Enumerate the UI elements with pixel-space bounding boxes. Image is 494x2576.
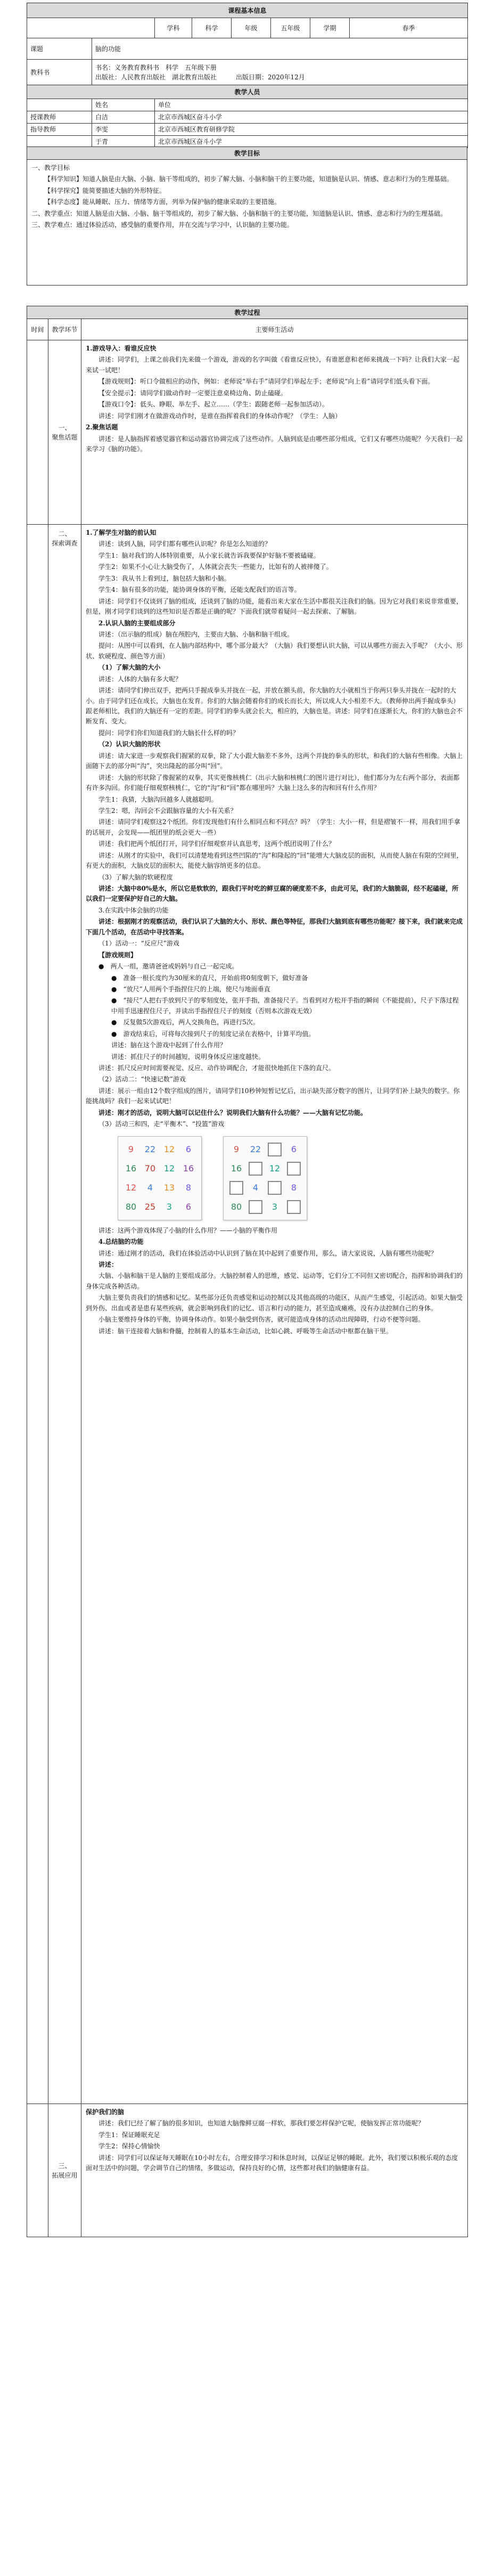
stage2-line: ● 两人一组，邀请爸爸或妈妈与自己一起完成。 (98, 963, 238, 971)
term-label: 学期 (310, 18, 350, 38)
staff-name: 于青 (92, 136, 155, 148)
stage2-line: 讲述：脑干连接着大脑和脊髓，控制着人的基本生命活动，比如心跳、呼吸等生命活动中枢都在脑干里。 (98, 1327, 393, 1335)
stage2-line: 小脑主要维持身体的平衡，协调身体动作。如果小脑受到伤害，就可能造成身体的活动出现障碍，行动不便等问题。 (98, 1316, 425, 1324)
stage2-line: 学生4：脑有很多的功能，能协调身体的平衡，还能支配我们的语言等。 (98, 586, 301, 594)
stage2-line: 学生1：我猜，大脑沟回越多人就越聪明。 (98, 795, 218, 803)
goals-line: 二、教学重点：知道人脑是由大脑、小脑、脑干等组成的，初步了解大脑、小脑和脑干的主要功能，知道脑是认识、情感、意志和行为的生理基础。 (31, 209, 447, 217)
staff-name: 李雯 (92, 124, 155, 136)
grade-value: 五年级 (271, 18, 310, 38)
stage2-line: 讲述：刚才的活动，说明大脑可以记住什么？说明我们大脑有什么功能？——大脑有记忆功能。 (98, 1108, 367, 1116)
stage2-line: （3）活动三和四，走“平衡木”、“投篮”游戏 (98, 1120, 225, 1128)
stage2-line: 1.了解学生对脑的前认知 (86, 529, 157, 536)
stage2-line: （1）了解大脑的大小 (98, 664, 161, 672)
staff-unit: 北京市西城区奋斗小学 (155, 136, 468, 148)
number-cell: 4 (147, 1182, 153, 1193)
stage1-line: 【游戏规则】：听口令做相应的动作，例如：老师说“举右手”请同学们举起左手；老师说“向上看”请同学们低头看下面。 (98, 378, 434, 386)
stage2-line: 讲述： (98, 1260, 118, 1268)
number-cell: 25 (144, 1201, 156, 1212)
staff-name: 白洁 (92, 111, 155, 124)
process-table (27, 306, 468, 2237)
number-cell: 6 (291, 1144, 297, 1154)
number-cell: 4 (252, 1182, 259, 1193)
number-cell: 12 (125, 1182, 137, 1193)
stage1-line: 【游戏口令】：低头、睁眼、举左手、起立……（学生：跟随老师一起参加活动）。 (98, 401, 329, 409)
subject-value: 科学 (192, 18, 232, 38)
number-cell: 12 (269, 1163, 281, 1173)
stage2-line: 讲述：大脑的形状除了像握紧的双拳，其实更像核桃仁（出示大脑和核桃仁的图片进行对比），他们都分为左右两个部分，表面都有许多沟回。你们能仔细观察核桃仁，它的“沟”和“回”都在哪里吗？大脑上这么多的沟和回有什么作用？ (86, 773, 460, 792)
goals-table (27, 146, 467, 286)
stage3-label: 三、 拓展应用 (48, 2104, 81, 2237)
stage2-line: 讲述：谈到人脑，同学们都有哪些认识呢？你是怎么知道的？ (98, 540, 271, 548)
stage2-line: ● 准备一根长度约为30厘米的直尺，开始前将0刻度朝下，做好准备 (111, 974, 308, 982)
memory-game-figure (118, 1136, 463, 1220)
term-value: 春季 (350, 18, 468, 38)
stage2-line: 讲述：（出示脑的组成）脑在颅腔内，主要由大脑、小脑和脑干组成。 (98, 630, 294, 638)
course-info-band: 课程基本信息 (27, 3, 468, 18)
goals-line: 一、教学目标 (31, 164, 70, 172)
stage2-line: 提问：同学们你们知道我们的大脑长什么样的吗？ (98, 729, 240, 737)
stage2-line: （1）活动一：“反应尺”游戏 (98, 940, 179, 948)
stage2-line: 讲述：根据刚才的观察活动，我们认识了大脑的大小、形状、颜色等特征，那我们大脑到底有哪些功能呢？接下来，我们就来完成下面几个活动，在活动中寻找答案。 (86, 918, 463, 936)
stage2-line: ● “放尺”人用两个手指捏住尺的上端，使尺与地面垂直 (111, 985, 270, 993)
stage2-line: 讲述：同学们不仅谈到了脑的组成，还谈到了脑的功能，能看出来大家在生活中都很关注我们的脑。因为它对我们来说非常重要，但是，刚才同学们谈到的这些知识是否都是正确的呢？下面我们就带着疑问一起去探索、了解脑。 (86, 597, 463, 616)
goals-line: 【科学态度】能从睡眠、压力、情绪等方面，列举为保护脑的健康采取的主要措施。 (44, 198, 281, 206)
col-stage-header: 教学环节 (48, 319, 81, 340)
goals-line: 【科学探究】能简要描述大脑的外形特征。 (44, 186, 166, 194)
goals-content (27, 160, 467, 286)
stage2-line: 讲述：请同学们观察这2个纸团。你们发现他们有什么相同点和不同点？吗？（学生：大小一样，但是褶皱不一样，用我们用手拿的话展开，会发现——纸团里的纸会更大一些） (86, 818, 460, 836)
staff-unit: 北京市西城区教育研修学院 (155, 124, 468, 136)
number-cell: 16 (183, 1163, 194, 1173)
stage2-line: 学生2：如果不小心让大脑受伤了，人体就会丧失一些能力，比如有的人被摔傻了。 (98, 563, 333, 571)
textbook-label: 教科书 (27, 60, 92, 85)
stage3-line: 讲述：我们已经了解了脑的很多知识，也知道大脑像鲜豆腐一样软，那我们要怎样保护它呢，使脑发挥正常功能呢？ (98, 2120, 425, 2127)
staff-header-name: 姓名 (92, 99, 155, 111)
stage3-line: 保护我们的脑 (86, 2108, 125, 2116)
number-cell: 16 (125, 1163, 137, 1173)
stage2-line: 讲述：脑在这个游戏中起到了什么作用？ (111, 1041, 227, 1049)
stage1-line: 【安全提示】：请同学们做动作时一定要注意桌椅边角、防止磕碰。 (98, 389, 287, 397)
stage2-line: 讲述：抓尺反应时间需要视觉、反应、动作协调配合，才能很快地抓住下落的直尺。 (98, 1064, 335, 1072)
number-cell: 8 (185, 1182, 192, 1193)
missing-number-cell (287, 1162, 301, 1176)
stage2-label: 二、 探索调查 (48, 525, 81, 2104)
stage3-line: 学生2：保持心情愉快 (98, 2142, 160, 2150)
stage2-line: ● “接尺”人把右手放到尺子的零刻度处，张开手指，准备接尺子。当看到对方松开手指的瞬间（不能提前），尺子下落过程中用手迅速捏住尺子，并读出手指捏住尺子的刻度（否则本次游戏无效） (111, 997, 459, 1015)
stage1-line: 1.游戏导入：看谁反应快 (86, 345, 157, 352)
process-band: 教学过程 (27, 306, 468, 319)
number-cell: 22 (144, 1144, 156, 1154)
number-cell: 16 (230, 1163, 242, 1173)
stage2-line: 讲述：展示一组由12个数字组成的图片，请同学们10秒钟短暂记忆后，出示缺失部分数字的图片，让同学们补上缺失的数字。你能挑战吗？我们一起来试试吧！ (86, 1087, 460, 1105)
stage2-line: 大脑主要负责我们的情感和记忆。某些部分还负责感觉和运动控制以及其他高级的功能区，从而产生感觉，引起活动。如果大脑受到外伤、出血或者是患有某些疾病，就会影响到我们的记忆、语言和行动的能力，甚至造成瘫痪，没有办法控制自己的身体。 (86, 1294, 463, 1312)
missing-number-cell (268, 1181, 282, 1195)
stage2-line: 4.总结脑的功能 (98, 1238, 144, 1246)
stage2-line: 讲述：大脑中80%是水，所以它是软软的，跟我们平时吃的鲜豆腐的硬度差不多，由此可见，我们的大脑脆弱，经不起磕碰，所以我们一定要保护好自己的大脑。 (86, 885, 459, 903)
topic-label: 课题 (27, 38, 92, 60)
missing-number-cell (229, 1181, 243, 1195)
stage2-line: 学生1：脑对我们的人体特别重要，从小家长就告诉我要保护好脑不要被磕碰。 (98, 551, 320, 559)
stage2-line: 讲述：我们把两个纸团打开，同学们仔细观察并认真思考，这两个纸团说明了什么？ (98, 840, 335, 848)
number-cell: 6 (185, 1144, 192, 1154)
stage3-line: 学生1：保证睡眠充足 (98, 2131, 160, 2139)
number-cell: 6 (185, 1201, 192, 1212)
number-cell: 12 (163, 1144, 175, 1154)
memory-grid-full (118, 1136, 202, 1220)
staff-role: 指导教师 (27, 124, 92, 136)
stage2-line: 提问：从图中可以看到，在人脑内部结构中，哪个部分最大？（大脑）我们要想认识大脑，可以从哪些方面去入手呢？（大小、形状、软硬程度、颜色等方面） (86, 642, 463, 660)
topic-value: 脑的功能 (92, 38, 468, 60)
stage2-line: 大脑、小脑和脑干是人脑的主要组成部分。大脑控制着人的思维，感觉、运动等，它们分工不同但又密切配合，指挥和协调我们的身体完成各种活动。 (86, 1272, 463, 1290)
stage2-content (81, 525, 468, 2104)
missing-number-cell (268, 1143, 282, 1156)
stage2-line: 讲述：这两个游戏体现了小脑的什么作用？——小脑的平衡作用 (98, 1226, 278, 1234)
textbook-title: 书名：义务教育教科书 科学 五年级下册 (95, 63, 217, 71)
number-cell: 3 (271, 1201, 278, 1212)
stage1-content (81, 340, 468, 525)
staff-unit: 北京市西城区奋斗小学 (155, 111, 468, 124)
stage2-line: 学生3：我从书上看到过，脑包括大脑和小脑。 (98, 574, 230, 582)
memory-grid-partial (223, 1136, 307, 1220)
number-cell: 80 (230, 1201, 242, 1212)
goals-line: 【科学知识】知道人脑是由大脑、小脑、脑干等组成的，初步了解大脑、小脑和脑干的主要功能，知道脑是认识、情感、意志和行为的生理基础。 (44, 175, 454, 183)
stage2-line: 3.在实践中体会脑的功能 (98, 906, 169, 914)
stage2-line: ● 反复做5次游戏后，两人交换角色，再进行5次。 (111, 1018, 259, 1026)
stage2-line: 【游戏规则】 (98, 951, 137, 959)
stage2-line: 讲述：人体的大脑有多大呢？ (98, 675, 182, 683)
stage2-line: （2）活动二：“快速记数”游戏 (98, 1075, 186, 1083)
missing-number-cell (249, 1162, 262, 1176)
stage2-line: 讲述：请大家进一步观察我们握紧的双拳，除了大小跟大脑差不多外，这两个并拢的拳头的形状，和我们的大脑有些相像。大脑上面随下去的部分叫“沟”，突出隆起的部分叫“回”。 (86, 752, 463, 770)
staff-table (27, 85, 468, 148)
stage1-line: 讲述：同学们刚才在做游戏动作时，是谁在指挥着我们的身体动作呢？（学生：人脑） (98, 412, 342, 420)
number-cell: 8 (291, 1182, 297, 1193)
goals-line: 三、教学难点：通过体验活动，感受脑的重要作用，并在交流与学习中，认识脑的主要功能。 (31, 221, 294, 229)
staff-role: 授课教师 (27, 111, 92, 124)
number-cell: 80 (125, 1201, 137, 1212)
stage2-line: 讲述：抓住尺子的时间越短，说明身体反应速度越快。 (111, 1053, 265, 1061)
stage2-line: 讲述：从刚才的实验中，我们可以清楚地看到这些凹陷的“沟”和隆起的“回”能增大大脑皮层的面积，从而使人脑在有限的空间里，有更大的面积，大脑皮层的面积大，能使大脑容纳更多的信息。 (86, 851, 463, 870)
number-cell: 9 (128, 1144, 134, 1154)
stage2-line: 学生2：嗯，沟回会不会跟脑容量的大小有关系？ (98, 806, 237, 814)
stage2-line: （3）了解大脑的软硬程度 (98, 873, 173, 881)
col-time-header: 时间 (27, 319, 48, 340)
stage1-line: 讲述：是人脑指挥着感觉器官和运动器官协调完成了这些动作。人脑到底是由哪些部分组成，它们又有哪些功能呢？今天我们一起来学习《脑的功能》。 (86, 435, 463, 453)
col-main-header: 主要师生活动 (81, 319, 468, 340)
stage2-line: （2）认识大脑的形状 (98, 740, 161, 748)
stage2-line: ● 游戏结束后，可将每次接到尺子的刻度记录在表格中，计算平均值。 (111, 1030, 315, 1038)
stage3-content (81, 2104, 468, 2237)
number-cell: 3 (166, 1201, 172, 1212)
stage1-label: 一、 聚焦话题 (48, 340, 81, 525)
number-cell: 9 (233, 1144, 240, 1154)
number-cell: 13 (163, 1182, 175, 1193)
number-cell: 70 (144, 1163, 156, 1173)
missing-number-cell (287, 1200, 301, 1214)
stage2-line: 讲述：通过刚才的活动，我们在体验活动中认识到了脑在其中起到了重要作用，那么，请大家说说，人脑有哪些功能呢？ (98, 1249, 438, 1257)
goals-band: 教学目标 (27, 147, 467, 160)
stage1-line: 2.聚焦话题 (86, 423, 118, 431)
stage2-line: 2.认识人脑的主要组成部分 (98, 619, 176, 627)
staff-header-unit: 单位 (155, 99, 468, 111)
textbook-publisher: 出版社：人民教育出版社 湖北教育出版社 出版日期：2020年12月 (95, 73, 305, 81)
number-cell: 22 (250, 1144, 261, 1154)
grade-label: 年级 (232, 18, 271, 38)
stage3-line: 讲述：同学们可以保证每天睡眠在10小时左右，合理安排学习和休息时间，以保证足够的睡眠。此外，我们要以积极乐观的态度面对生活中的问题，学会调节自己的情绪，多做运动，保持良好的心情，这些都对我们的脑健康有益。 (86, 2154, 458, 2172)
stage2-line: 讲述：请同学们伸出双手，把两只手握成拳头并拢在一起，并放在额头前，你大脑的大小就相当于你两只拳头并拢在一起时的大小。由于同学们还在成长，大脑也在发育。你们的大脑会随着你们的成长而长大，所以成人大小相差不大。（教师伸出两手握成拳头）跟老师相比，我们的大脑还有一定的差距。同学们的拳头就会长大，相应的，大脑也是。讲述：同学们在逐渐长大，你们的大脑也会不断发育、变大。 (86, 687, 463, 725)
number-cell: 12 (163, 1163, 175, 1173)
course-info-table (27, 3, 468, 85)
staff-band: 教学人员 (27, 85, 468, 99)
stage1-line: 讲述：同学们，上课之前我们先来做一个游戏，游戏的名字叫做《看谁反应快》，有谁愿意和老师来挑战一下吗？让我们大家一起来试一试吧！ (86, 356, 460, 374)
subject-label: 学科 (155, 18, 192, 38)
missing-number-cell (249, 1200, 262, 1214)
